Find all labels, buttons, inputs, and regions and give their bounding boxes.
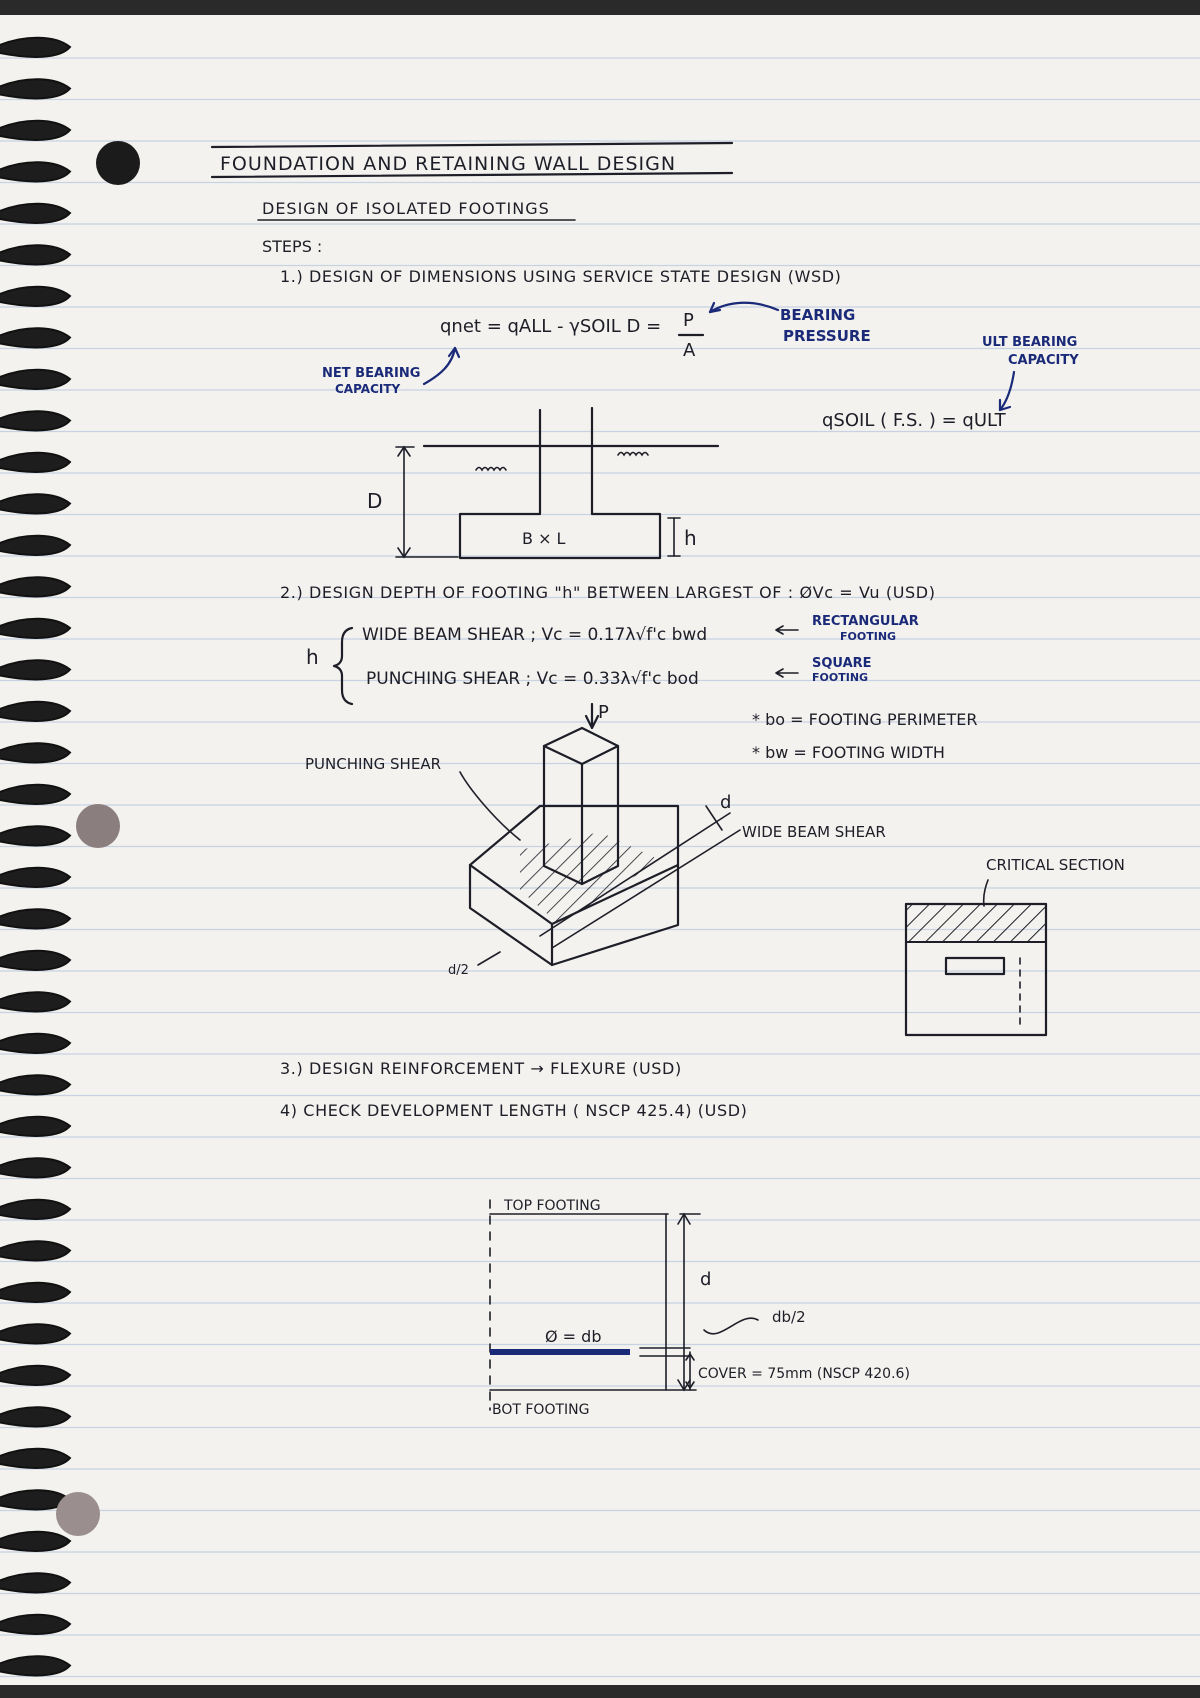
spiral-coil [0, 79, 70, 98]
spiral-coil [0, 370, 70, 389]
spiral-coil [0, 992, 70, 1011]
step-3-text: 3.) DESIGN REINFORCEMENT → FLEXURE (USD) [280, 1059, 682, 1078]
spiral-coil [0, 660, 70, 679]
spiral-coil [0, 743, 70, 762]
spiral-coil [0, 1366, 70, 1385]
cover-label: COVER = 75mm (NSCP 420.6) [698, 1366, 910, 1382]
p-load-label: P [598, 702, 609, 723]
spiral-coil [0, 121, 70, 140]
punch-hole [56, 1492, 100, 1536]
footing-h-label: h [684, 526, 697, 550]
rectangular-footing-label: FOOTING [840, 630, 897, 643]
note-bw: * bw = FOOTING WIDTH [752, 743, 945, 762]
spiral-coil [0, 1573, 70, 1592]
spiral-coil [0, 951, 70, 970]
page-title: FOUNDATION AND RETAINING WALL DESIGN [220, 153, 677, 175]
punch-hole [76, 804, 120, 848]
spiral-coil [0, 162, 70, 181]
spiral-coil [0, 287, 70, 306]
square-footing-label: SQUARE [812, 656, 872, 671]
top-footing-label: TOP FOOTING [504, 1198, 601, 1214]
punching-formula: PUNCHING SHEAR ; Vc = 0.33λ√f'c bod [366, 669, 699, 689]
h-brace-label: h [306, 645, 319, 669]
step-4-text: 4) CHECK DEVELOPMENT LENGTH ( NSCP 425.4) (USD) [280, 1101, 748, 1120]
bxl-label: B × L [522, 529, 566, 548]
spiral-coil [0, 702, 70, 721]
spiral-coil [0, 1615, 70, 1634]
step-1-text: 1.) DESIGN OF DIMENSIONS USING SERVICE STATE DESIGN (WSD) [280, 267, 842, 286]
spiral-coil [0, 1117, 70, 1136]
spiral-coil [0, 619, 70, 638]
spiral-coil [0, 328, 70, 347]
db2-label: db/2 [772, 1308, 806, 1326]
wide-beam-formula: WIDE BEAM SHEAR ; Vc = 0.17λ√f'c bwd [362, 625, 708, 645]
section-subtitle: DESIGN OF ISOLATED FOOTINGS [262, 199, 550, 218]
spiral-coil [0, 1407, 70, 1426]
formula-a: A [683, 340, 696, 361]
spiral-coil [0, 1532, 70, 1551]
rectangular-footing-label: RECTANGULAR [812, 614, 919, 629]
spiral-coil [0, 453, 70, 472]
net-bearing-label: CAPACITY [335, 382, 401, 396]
d2-label: d/2 [448, 963, 469, 978]
ult-bearing-label: ULT BEARING [982, 335, 1078, 350]
spiral-coil [0, 1283, 70, 1302]
net-bearing-label: NET BEARING [322, 366, 421, 381]
spiral-coil [0, 1200, 70, 1219]
depth-d-label: D [367, 489, 383, 513]
net-bearing-formula: qnet = qALL - γSOIL D = [440, 316, 662, 337]
bearing-pressure-label: BEARING [780, 306, 856, 324]
qsoil-formula: qSOIL ( F.S. ) = qULT [822, 410, 1006, 431]
spiral-coil [0, 1656, 70, 1675]
d-depth-label: d [720, 792, 732, 813]
bot-footing-label: BOT FOOTING [492, 1402, 590, 1418]
step-2-text: 2.) DESIGN DEPTH OF FOOTING "h" BETWEEN LARGEST OF : ØVc = Vu (USD) [280, 583, 936, 602]
spiral-coil [0, 411, 70, 430]
spiral-coil [0, 785, 70, 804]
critical-section-label: CRITICAL SECTION [986, 856, 1125, 874]
spiral-coil [0, 245, 70, 264]
spiral-coil [0, 1034, 70, 1053]
steps-label: STEPS : [262, 237, 323, 256]
bar-diameter-label: Ø = db [545, 1327, 602, 1346]
punching-shear-label: PUNCHING SHEAR [305, 755, 441, 773]
spiral-coil [0, 909, 70, 928]
punch-hole [96, 141, 140, 185]
d-depth-label: d [700, 1269, 712, 1290]
spiral-coil [0, 1324, 70, 1343]
spiral-coil [0, 494, 70, 513]
spiral-coil [0, 1449, 70, 1468]
formula-p: P [683, 310, 694, 331]
spiral-coil [0, 577, 70, 596]
spiral-coil [0, 536, 70, 555]
spiral-coil [0, 1075, 70, 1094]
spiral-coil [0, 1158, 70, 1177]
spiral-coil [0, 826, 70, 845]
note-bo: * bo = FOOTING PERIMETER [752, 710, 978, 729]
ult-bearing-label: CAPACITY [1008, 353, 1079, 368]
spiral-coil [0, 38, 70, 57]
spiral-coil [0, 1241, 70, 1260]
spiral-coil [0, 868, 70, 887]
wide-beam-shear-label: WIDE BEAM SHEAR [742, 823, 886, 841]
spiral-coil [0, 204, 70, 223]
square-footing-label: FOOTING [812, 671, 869, 684]
bearing-pressure-label: PRESSURE [783, 327, 871, 345]
